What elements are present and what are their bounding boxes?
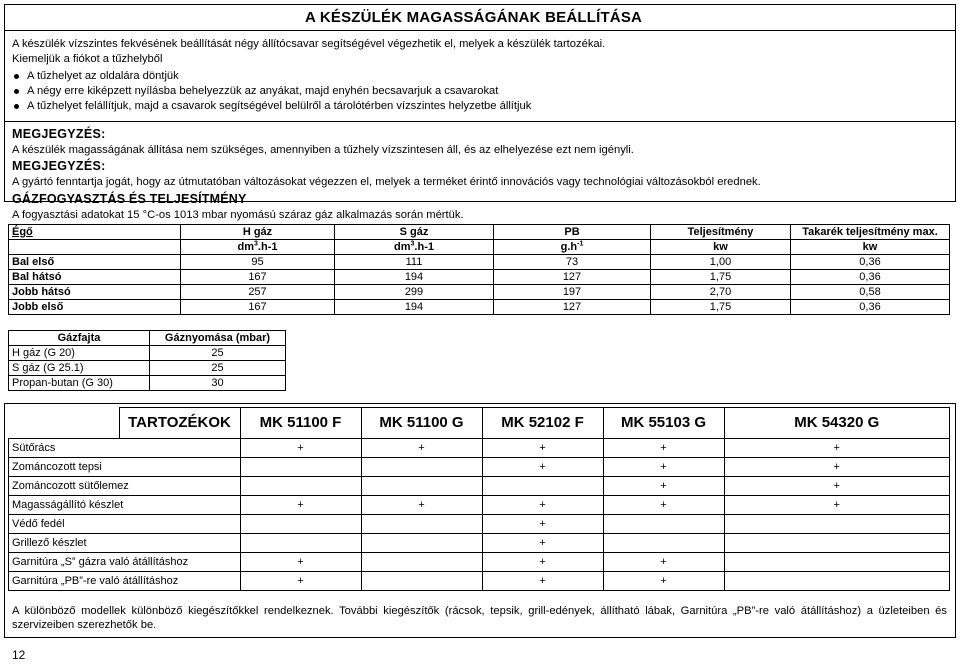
table-cell [724, 553, 950, 572]
table-cell: 299 [335, 285, 494, 300]
row-label: Magasságállító készlet [9, 496, 241, 515]
table-cell: S gáz (G 25.1) [9, 361, 150, 376]
note-heading: MEGJEGYZÉS: [12, 159, 106, 173]
step-intro: Kiemeljük a fiókot a tűzhelyből [12, 53, 163, 65]
note-text: A gyártó fenntartja jogát, hogy az útmutatóban változásokat végezzen el, melyek a terméket érintő innovációs vagy technológiai változásokból erednek. [12, 176, 761, 188]
table-cell [9, 408, 120, 439]
row-label: Jobb hátsó [9, 285, 181, 300]
table-header: TARTOZÉKOK [119, 408, 240, 439]
table-cell [240, 458, 361, 477]
table-cell: 167 [181, 300, 335, 315]
table-row [9, 515, 950, 534]
table-cell: 0,36 [791, 300, 950, 315]
unit-cell: kw [791, 240, 950, 255]
table-cell: + [482, 458, 603, 477]
table-cell: 127 [494, 270, 651, 285]
table-header: MK 52102 F [482, 408, 603, 439]
table-cell: 111 [335, 255, 494, 270]
table-cell: + [240, 572, 361, 591]
table-cell: + [240, 439, 361, 458]
table-cell [361, 553, 482, 572]
table-cell: + [482, 534, 603, 553]
table-cell [482, 477, 603, 496]
table-row [9, 534, 950, 553]
table-cell: Propan-butan (G 30) [9, 376, 150, 391]
intro-text: A készülék vízszintes fekvésének beállítását négy állítócsavar segítségével végezhetik el, melyek a készülék tartozékai. [12, 38, 606, 50]
note-heading: MEGJEGYZÉS: [12, 127, 106, 141]
table-row [9, 270, 950, 285]
table-cell: 30 [150, 376, 286, 391]
table-cell: + [240, 496, 361, 515]
table-cell [361, 477, 482, 496]
table-cell: 73 [494, 255, 651, 270]
row-label: Védő fedél [9, 515, 241, 534]
steps-list [12, 69, 531, 114]
divider [4, 30, 955, 31]
table-row [9, 255, 950, 270]
table-cell: 194 [335, 300, 494, 315]
table-cell: 257 [181, 285, 335, 300]
accessories-table [8, 407, 950, 591]
table-cell: + [724, 458, 950, 477]
table-cell: 0,36 [791, 270, 950, 285]
table-row [9, 361, 286, 376]
table-cell: + [603, 496, 724, 515]
gas-pressure-table [8, 330, 286, 391]
table-row [9, 553, 950, 572]
table-cell: + [724, 439, 950, 458]
table-header: MK 55103 G [603, 408, 724, 439]
table-cell: 25 [150, 361, 286, 376]
table-header: MK 51100 F [240, 408, 361, 439]
table-cell: 167 [181, 270, 335, 285]
table-cell: + [482, 553, 603, 572]
table-header: Teljesítmény [651, 225, 791, 240]
row-label: Bal hátsó [9, 270, 181, 285]
table-cell [9, 240, 181, 255]
gas-intro: A fogyasztási adatokat 15 °C-os 1013 mbar nyomású száraz gáz alkalmazás során mértük. [12, 209, 464, 221]
accessories-footer: A különböző modellek különböző kiegészítőkkel rendelkeznek. További kiegészítők (rácsok, tepsik, grill-edények, állítható lábak, Garnitúra „PB”-re való átállításhoz) a üzleteiben és szervizeiben szerezhetők be. [12, 605, 947, 631]
table-cell: 194 [335, 270, 494, 285]
unit-cell: kw [651, 240, 791, 255]
row-label: Grillező készlet [9, 534, 241, 553]
table-cell [240, 515, 361, 534]
table-cell [724, 515, 950, 534]
row-label: Bal első [9, 255, 181, 270]
table-cell: 197 [494, 285, 651, 300]
table-cell: + [603, 458, 724, 477]
table-cell [361, 534, 482, 553]
list-item: A négy erre kiképzett nyílásba behelyezzük az anyákat, majd enyhén becsavarjuk a csavarokat [12, 84, 531, 99]
table-cell [724, 534, 950, 553]
table-cell [361, 458, 482, 477]
table-cell: + [724, 496, 950, 515]
table-unit-row [9, 240, 950, 255]
table-header: MK 51100 G [361, 408, 482, 439]
table-cell: 2,70 [651, 285, 791, 300]
table-header-row [9, 331, 286, 346]
table-cell: + [482, 496, 603, 515]
note-text: A készülék magasságának állítása nem szükséges, amennyiben a tűzhely vízszintesen áll, és az elhelyezése ezt nem igényli. [12, 144, 634, 156]
table-row [9, 458, 950, 477]
table-row [9, 572, 950, 591]
list-item: A tűzhelyet az oldalára döntjük [12, 69, 531, 84]
table-row [9, 496, 950, 515]
table-header: H gáz [181, 225, 335, 240]
gas-heading: GÁZFOGYASZTÁS ÉS TELJESÍTMÉNY [12, 192, 247, 206]
row-label: Zománcozott sütőlemez [9, 477, 241, 496]
list-item: A tűzhelyet felállítjuk, majd a csavarok segítségével belülről a tárolótérben vízszintes helyzetbe állítjuk [12, 99, 531, 114]
table-header: Égő [9, 225, 181, 240]
table-cell: + [603, 553, 724, 572]
table-row [9, 300, 950, 315]
table-cell: 1,75 [651, 270, 791, 285]
table-cell: + [603, 572, 724, 591]
row-label: Zománcozott tepsi [9, 458, 241, 477]
table-cell: 95 [181, 255, 335, 270]
row-label: Garnitúra „PB”-re való átállításhoz [9, 572, 241, 591]
table-cell: H gáz (G 20) [9, 346, 150, 361]
table-header: Gáznyomása (mbar) [150, 331, 286, 346]
table-row [9, 376, 286, 391]
unit-cell: $g.h^{-1}$ [494, 240, 651, 255]
table-cell: 1,00 [651, 255, 791, 270]
unit-cell: $dm^3.h-1$ [335, 240, 494, 255]
table-cell: + [482, 439, 603, 458]
table-row [9, 285, 950, 300]
page-number: 12 [12, 648, 26, 662]
table-cell: 127 [494, 300, 651, 315]
table-cell: + [482, 572, 603, 591]
table-header: Takarék teljesítmény max. [791, 225, 950, 240]
row-label: Jobb első [9, 300, 181, 315]
unit-cell: $dm^3.h-1$ [181, 240, 335, 255]
divider [4, 121, 955, 122]
table-cell [603, 515, 724, 534]
table-cell: + [361, 496, 482, 515]
table-cell: + [603, 439, 724, 458]
table-cell: 0,58 [791, 285, 950, 300]
table-cell [240, 477, 361, 496]
table-cell [240, 534, 361, 553]
table-header: Gázfajta [9, 331, 150, 346]
table-cell: + [724, 477, 950, 496]
table-header-row [9, 225, 950, 240]
table-cell [361, 515, 482, 534]
table-cell: 0,36 [791, 255, 950, 270]
table-cell [724, 572, 950, 591]
row-label: Sütőrács [9, 439, 241, 458]
table-row [9, 346, 286, 361]
page-title: A KÉSZÜLÉK MAGASSÁGÁNAK BEÁLLÍTÁSA [305, 9, 643, 26]
gas-consumption-table [8, 224, 950, 315]
table-row [9, 477, 950, 496]
table-cell [361, 572, 482, 591]
table-cell: + [240, 553, 361, 572]
table-cell [603, 534, 724, 553]
table-header-row [9, 408, 950, 439]
table-header: S gáz [335, 225, 494, 240]
table-row [9, 439, 950, 458]
table-header: PB [494, 225, 651, 240]
table-cell: + [603, 477, 724, 496]
table-cell: + [361, 439, 482, 458]
table-header: MK 54320 G [724, 408, 950, 439]
table-cell: + [482, 515, 603, 534]
table-cell: 25 [150, 346, 286, 361]
row-label: Garnitúra „S” gázra való átállításhoz [9, 553, 241, 572]
table-cell: 1,75 [651, 300, 791, 315]
